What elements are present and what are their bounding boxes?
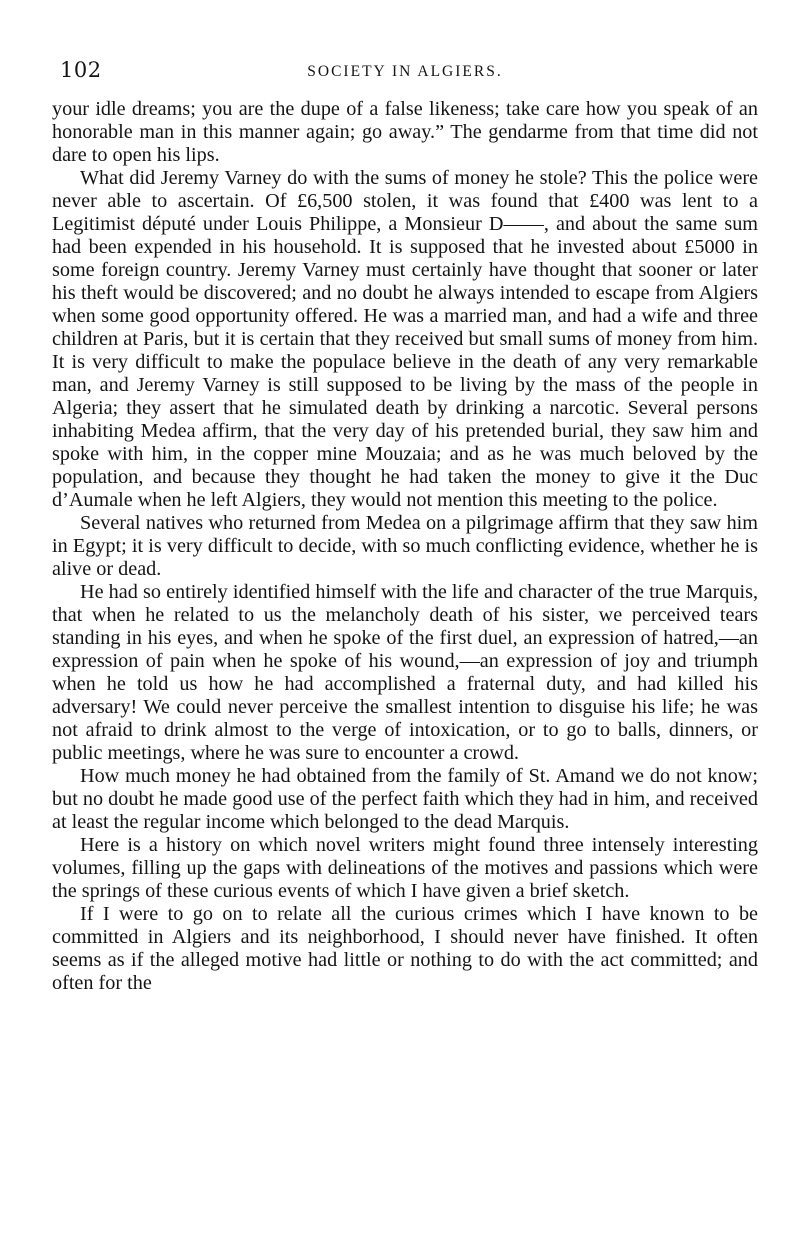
paragraph: How much money he had obtained from the family of St. Amand we do not know; but no doubt he made good use of the perfect faith which they had in him, and received at least the regular income which belonged to the dead Marquis. [52,765,758,833]
paragraph: He had so entirely identified himself with the life and character of the true Marquis, that when he related to us the melancholy death of his sister, we perceived tears standing in his eyes, and when he spoke of the first duel, an expression of hatred,—an expression of pain when he spoke of his wound,—an expression of joy and triumph when he told us how he had accomplished a fraternal duty, and had killed his adversary! We could never perceive the smallest intention to disguise his life; he was not afraid to drink almost to the verge of intoxication, or to go to balls, dinners, or public meetings, where he was sure to encounter a crowd. [52,581,758,764]
paragraph-continued: your idle dreams; you are the dupe of a false likeness; take care how you speak of an honorable man in this manner again; go away.” The gendarme from that time did not dare to open his lips. [52,98,758,166]
paragraph: What did Jeremy Varney do with the sums of money he stole? This the police were never able to ascertain. Of £6,500 stolen, it was found that £400 was lent to a Legitimist député under Louis Philippe, a Monsieur D——, and about the same sum had been expended in his household. It is supposed that he invested about £5000 in some foreign country. Jeremy Varney must certainly have thought that sooner or later his theft would be discovered; and no doubt he always intended to escape from Algiers when some good opportunity offered. He was a married man, and had a wife and three children at Paris, but it is certain that they received but small sums of money from him. It is very difficult to make the populace believe in the death of any very remarkable man, and Jeremy Varney is still supposed to be living by the mass of the people in Algeria; they assert that he simulated death by drinking a narcotic. Several persons inhabiting Medea affirm, that the very day of his pretended burial, they saw him and spoke with him, in the copper mine Mouzaia; and as he was much beloved by the population, and because they thought he had taken the money to give it the Duc d’Aumale when he left Algiers, they would not mention this meeting to the police. [52,167,758,511]
running-title: SOCIETY IN ALGIERS. [307,63,503,80]
paragraph: If I were to go on to relate all the curious crimes which I have known to be committed in Algiers and its neighborhood, I should never have finished. It often seems as if the alleged motive had little or nothing to do with the act committed; and often for the [52,903,758,994]
book-page [52,58,758,995]
running-head [52,58,758,98]
page-number: 102 [60,58,102,82]
paragraph: Here is a history on which novel writers might found three intensely interesting volumes, filling up the gaps with delineations of the motives and passions which were the springs of these curious events of which I have given a brief sketch. [52,834,758,902]
body-text [52,98,758,995]
paragraph: Several natives who returned from Medea on a pilgrimage affirm that they saw him in Egypt; it is very difficult to decide, with so much conflicting evidence, whether he is alive or dead. [52,512,758,580]
